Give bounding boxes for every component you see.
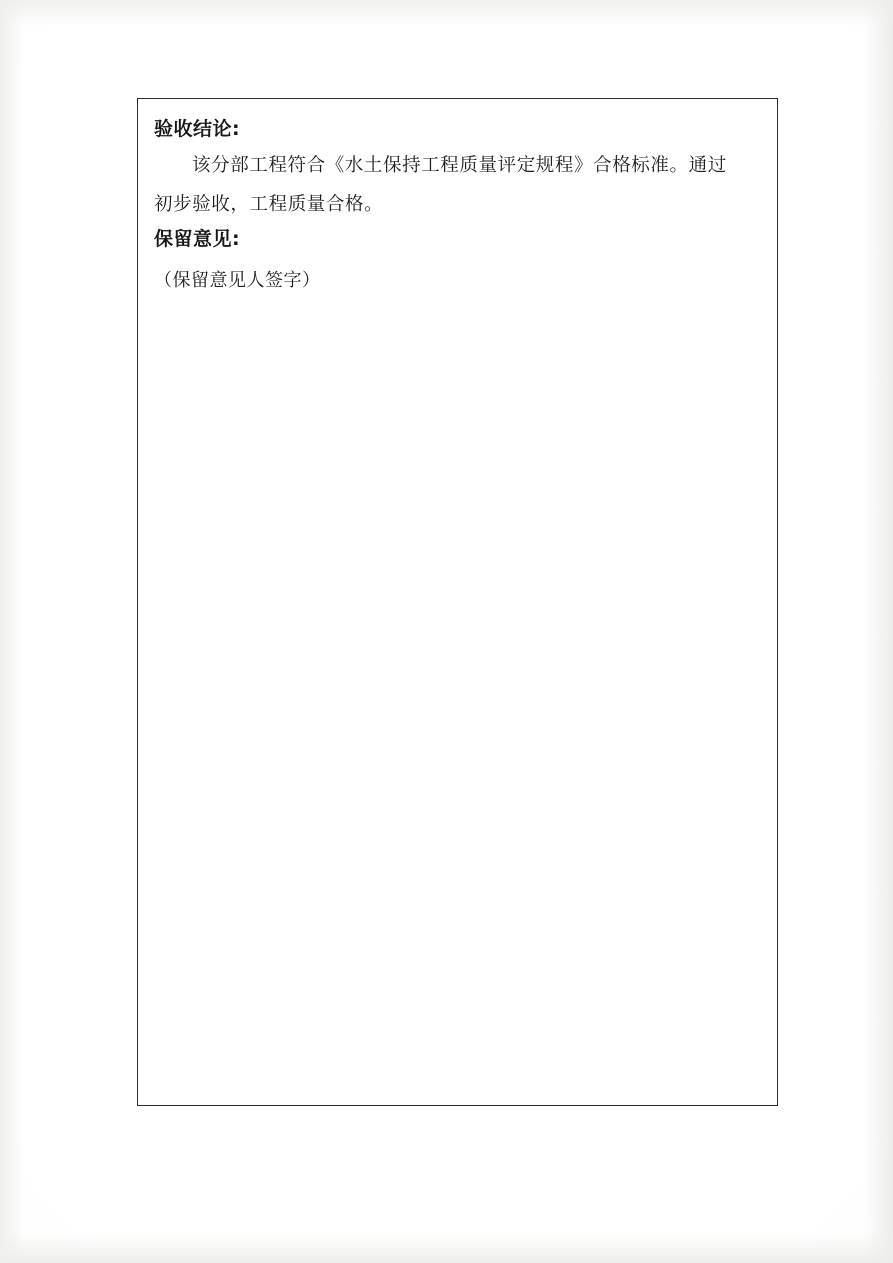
form-content — [138, 99, 777, 1058]
blank-writing-area — [154, 298, 751, 1058]
scan-edge-left — [0, 0, 24, 1263]
form-table-box — [137, 98, 778, 1106]
reserved-opinion-signature-note: （保留意见人签字） — [154, 270, 321, 291]
scan-edge-right — [863, 0, 893, 1263]
reserved-opinion-heading: 保留意见: — [154, 227, 241, 250]
acceptance-conclusion-text-line-1: 该分部工程符合《水土保持工程质量评定规程》合格标准。通过 — [192, 155, 727, 177]
scan-edge-bottom — [0, 1233, 893, 1263]
scan-edge-top — [0, 0, 893, 26]
acceptance-conclusion-text-line-2: 初步验收，工程质量合格。 — [154, 193, 384, 215]
acceptance-conclusion-heading: 验收结论: — [154, 118, 241, 140]
